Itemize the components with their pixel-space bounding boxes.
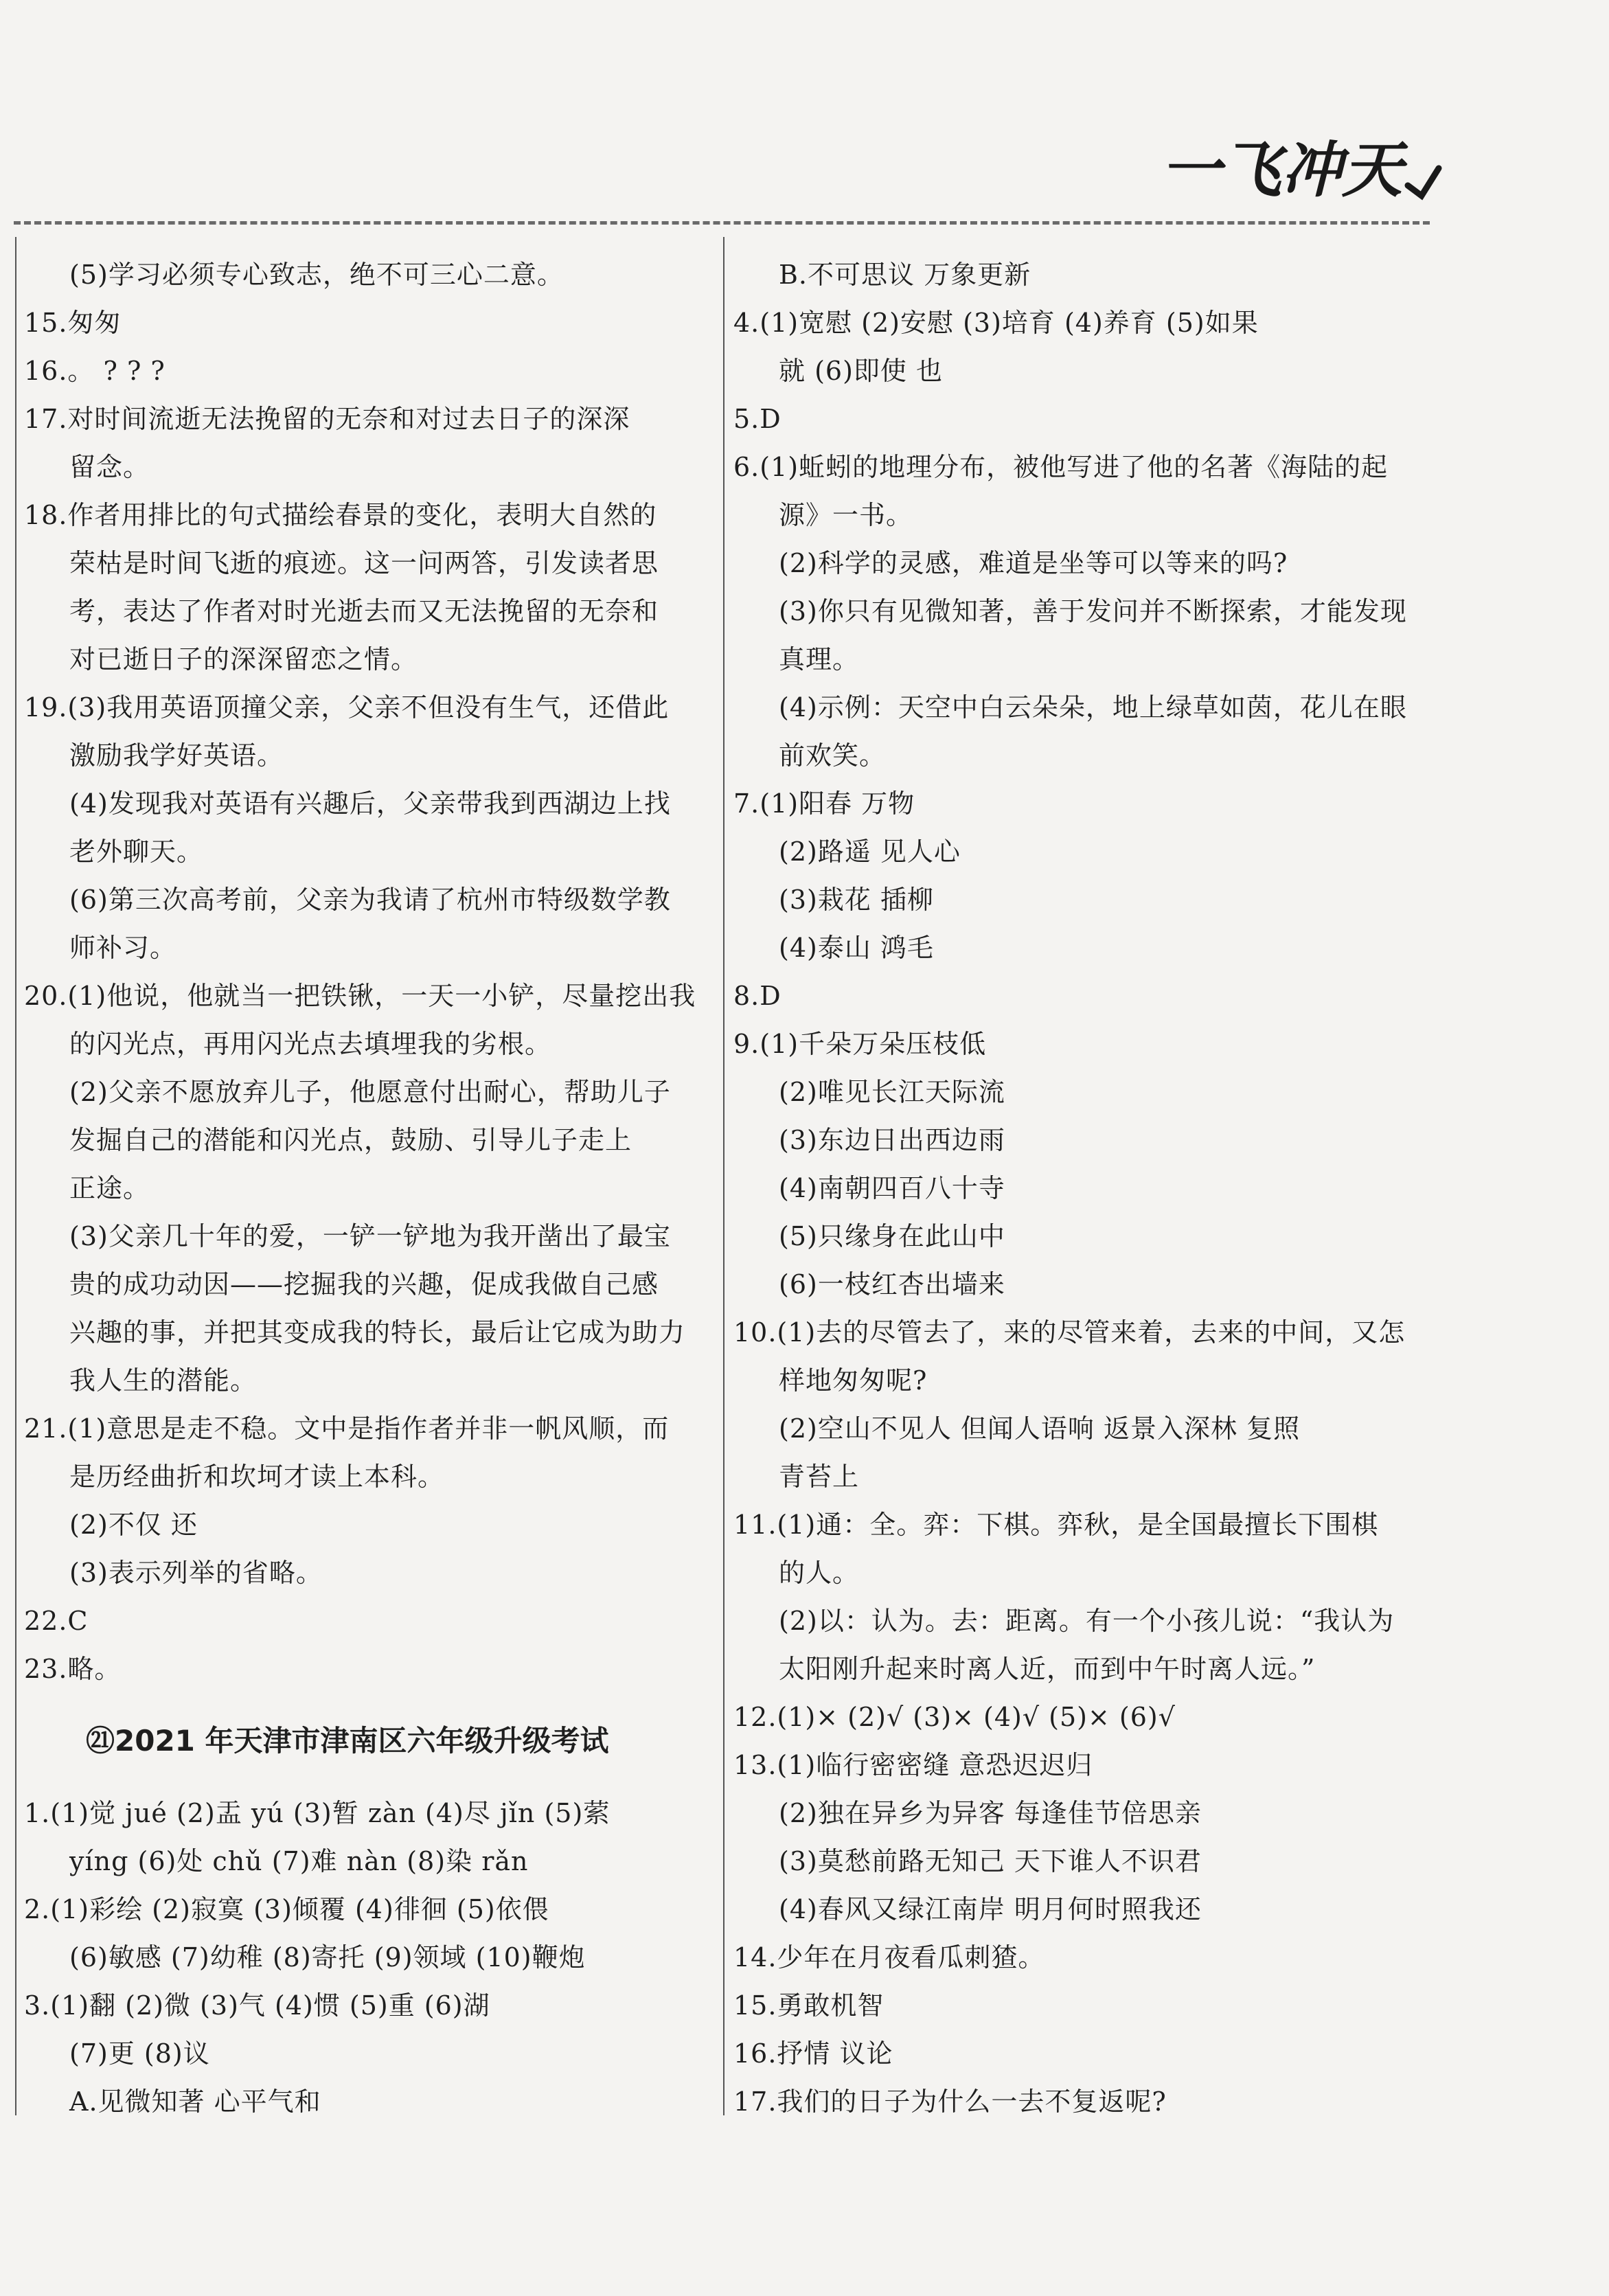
header-divider bbox=[14, 221, 1430, 225]
answer-line: (5)学习必须专心致志，绝不可三心二意。 bbox=[69, 260, 564, 290]
answer-line: (3)栽花 插柳 bbox=[779, 885, 934, 915]
answer-line: (2)科学的灵感，难道是坐等可以等来的吗? bbox=[779, 548, 1288, 578]
answer-list-left bbox=[24, 251, 711, 1693]
answer-line: (2)路遥 见人心 bbox=[779, 837, 961, 867]
answer-line: 真理。 bbox=[779, 644, 860, 674]
right-column bbox=[733, 251, 1434, 2119]
answer-line: (3)父亲几十年的爱，一铲一铲地为我开凿出了最宝 bbox=[69, 1221, 671, 1251]
answer-line: 贵的成功动因——挖掘我的兴趣，促成我做自己感 bbox=[69, 1269, 659, 1299]
svg-text:一飞冲天: 一飞冲天 bbox=[1161, 135, 1403, 205]
answer-line: 15.勇敢机智 bbox=[733, 1990, 885, 2021]
answer-line: (4)南朝四百八十寺 bbox=[779, 1173, 1005, 1203]
answer-line: (3)东边日出西边雨 bbox=[779, 1125, 1005, 1155]
brand-logo-graphic bbox=[1161, 130, 1442, 206]
answer-line: 20.(1)他说，他就当一把铁锹，一天一小铲，尽量挖出我 bbox=[24, 981, 696, 1011]
answer-line: 太阳刚升起来时离人近，而到中午时离人远。” bbox=[779, 1654, 1316, 1684]
answer-line: B.不可思议 万象更新 bbox=[779, 260, 1031, 290]
answer-line: 23.略。 bbox=[24, 1654, 122, 1684]
answer-line: (7)更 (8)议 bbox=[69, 2038, 210, 2069]
answer-line: 13.(1)临行密密缝 意恐迟迟归 bbox=[733, 1750, 1093, 1780]
answer-line: 12.(1)× (2)√ (3)× (4)√ (5)× (6)√ bbox=[733, 1702, 1176, 1732]
answer-line: 的人。 bbox=[779, 1558, 860, 1588]
answer-line: 源》一书。 bbox=[779, 500, 913, 530]
answer-line: 正途。 bbox=[69, 1173, 150, 1203]
answer-line: (2)唯见长江天际流 bbox=[779, 1077, 1005, 1107]
answer-line: 6.(1)蚯蚓的地理分布，被他写进了他的名著《海陆的起 bbox=[733, 452, 1389, 482]
answer-line: (2)空山不见人 但闻人语响 返景入深林 复照 bbox=[779, 1413, 1301, 1444]
answer-line: (2)以：认为。去：距离。有一个小孩儿说：“我认为 bbox=[779, 1606, 1395, 1636]
answer-line: 青苔上 bbox=[779, 1462, 860, 1492]
answer-line: 17.对时间流逝无法挽留的无奈和对过去日子的深深 bbox=[24, 404, 630, 434]
answer-line: (4)示例：天空中白云朵朵，地上绿草如茵，花儿在眼 bbox=[779, 692, 1407, 723]
answer-line: (6)第三次高考前，父亲为我请了杭州市特级数学教 bbox=[69, 885, 671, 915]
answer-line: 15.匆匆 bbox=[24, 308, 122, 338]
answer-line: (4)发现我对英语有兴趣后，父亲带我到西湖边上找 bbox=[69, 788, 671, 819]
answer-line: 前欢笑。 bbox=[779, 740, 887, 771]
answer-line: 10.(1)去的尽管去了，来的尽管来着，去来的中间，又怎 bbox=[733, 1317, 1406, 1348]
answer-line: 14.少年在月夜看瓜刺猹。 bbox=[733, 1942, 1045, 1973]
answer-line: (4)春风又绿江南岸 明月何时照我还 bbox=[779, 1894, 1202, 1924]
left-margin-line bbox=[15, 237, 16, 2115]
answer-line: 是历经曲折和坎坷才读上本科。 bbox=[69, 1462, 445, 1492]
answer-line: 11.(1)通：全。弈：下棋。弈秋，是全国最擅长下围棋 bbox=[733, 1510, 1379, 1540]
answer-line: 1.(1)觉 jué (2)盂 yú (3)暂 zàn (4)尽 jǐn (5)萦 bbox=[24, 1798, 610, 1828]
brand-logo bbox=[1161, 130, 1442, 206]
column-divider bbox=[723, 237, 724, 2115]
answer-list-right bbox=[733, 251, 1434, 2126]
answer-line: 老外聊天。 bbox=[69, 837, 204, 867]
answer-line: 师补习。 bbox=[69, 933, 177, 963]
answer-line: (2)不仅 还 bbox=[69, 1510, 198, 1540]
answer-line: (6)敏感 (7)幼稚 (8)寄托 (9)领域 (10)鞭炮 bbox=[69, 1942, 586, 1973]
answer-line: 9.(1)千朵万朵压枝低 bbox=[733, 1029, 987, 1059]
answer-line: (3)莫愁前路无知己 天下谁人不识君 bbox=[779, 1846, 1202, 1876]
answer-line: 16.抒情 议论 bbox=[733, 2038, 893, 2069]
section-title: ㉑2021 年天津市津南区六年级升级考试 bbox=[86, 1724, 609, 1758]
answer-line: 17.我们的日子为什么一去不复返呢? bbox=[733, 2087, 1167, 2117]
answer-line: 3.(1)翻 (2)微 (3)气 (4)惯 (5)重 (6)湖 bbox=[24, 1990, 490, 2021]
answer-line: 4.(1)宽慰 (2)安慰 (3)培育 (4)养育 (5)如果 bbox=[733, 308, 1259, 338]
answer-line: 8.D bbox=[733, 981, 781, 1011]
answer-line: 16.。 ? ? ? bbox=[24, 356, 166, 386]
answer-line: 样地匆匆呢? bbox=[779, 1365, 928, 1396]
answer-line: 对已逝日子的深深留恋之情。 bbox=[69, 644, 418, 674]
answer-line: 19.(3)我用英语顶撞父亲，父亲不但没有生气，还借此 bbox=[24, 692, 670, 723]
answer-line: 7.(1)阳春 万物 bbox=[733, 788, 915, 819]
answer-line: (2)父亲不愿放弃儿子，他愿意付出耐心，帮助儿子 bbox=[69, 1077, 671, 1107]
answer-line: (5)只缘身在此山中 bbox=[779, 1221, 1005, 1251]
answer-line: 2.(1)彩绘 (2)寂寞 (3)倾覆 (4)徘徊 (5)依偎 bbox=[24, 1894, 549, 1924]
answer-line: 荣枯是时间飞逝的痕迹。这一问两答，引发读者思 bbox=[69, 548, 659, 578]
answer-line: 激励我学好英语。 bbox=[69, 740, 284, 771]
answer-line: A.见微知著 心平气和 bbox=[69, 2087, 321, 2117]
answer-line: 发掘自己的潜能和闪光点，鼓励、引导儿子走上 bbox=[69, 1125, 632, 1155]
answer-line: 22.C bbox=[24, 1606, 89, 1636]
left-column bbox=[24, 251, 711, 2119]
answer-line: (2)独在异乡为异客 每逢佳节倍思亲 bbox=[779, 1798, 1202, 1828]
answer-line: 我人生的潜能。 bbox=[69, 1365, 258, 1396]
answer-line: 21.(1)意思是走不稳。文中是指作者并非一帆风顺，而 bbox=[24, 1413, 670, 1444]
answer-line: (4)泰山 鸿毛 bbox=[779, 933, 934, 963]
answer-line: (3)表示列举的省略。 bbox=[69, 1558, 323, 1588]
answer-line: 18.作者用排比的句式描绘春景的变化，表明大自然的 bbox=[24, 500, 657, 530]
answer-line: (3)你只有见微知著，善于发问并不断探索，才能发现 bbox=[779, 596, 1407, 626]
answer-line: yíng (6)处 chǔ (7)难 nàn (8)染 rǎn bbox=[69, 1846, 529, 1876]
answer-line: 考，表达了作者对时光逝去而又无法挽留的无奈和 bbox=[69, 596, 659, 626]
answer-line: 留念。 bbox=[69, 452, 150, 482]
answer-line: 兴趣的事，并把其变成我的特长，最后让它成为助力 bbox=[69, 1317, 686, 1348]
answer-list-left-2 bbox=[24, 1789, 711, 2126]
answer-line: 就 (6)即使 也 bbox=[779, 356, 943, 386]
answer-line: 的闪光点，再用闪光点去填埋我的劣根。 bbox=[69, 1029, 552, 1059]
answer-line: 5.D bbox=[733, 404, 781, 434]
answer-line: (6)一枝红杏出墙来 bbox=[779, 1269, 1005, 1299]
